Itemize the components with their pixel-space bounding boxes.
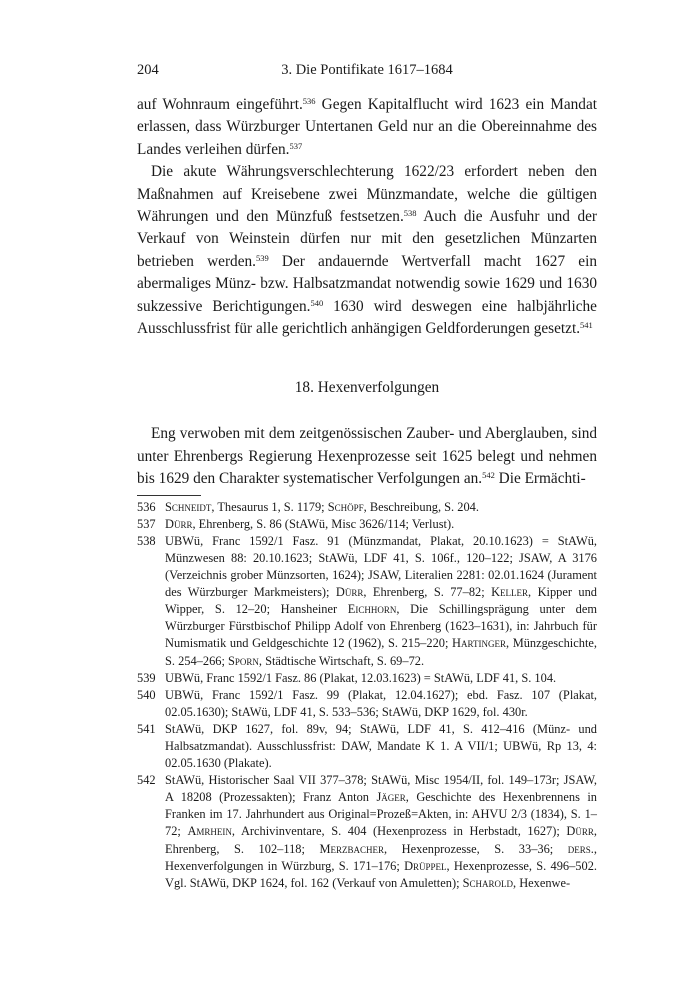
running-head (137, 62, 597, 82)
footnote-ref-539[interactable]: 539 (255, 252, 269, 263)
paragraph-1: auf Wohnraum eingeführt.$^{536}$ Gegen Kapitalflucht wird 1623 ein Mandat erlassen, dass Würzburger Untertanen Geld nur an die Obereinnahme des Landes verleihen dürfen.$^{537}$ (137, 96, 597, 158)
footnote-number: 536 (137, 499, 156, 514)
footnote-542 (137, 772, 597, 892)
footnote-539 (137, 670, 597, 687)
footnote-text: UBWü, Franc 1592/1 Fasz. 86 (Plakat, 12.03.1623) = StAWü, LDF 41, S. 104. (165, 670, 557, 685)
chapter-title: 3. Die Pontifikate 1617–1684 (281, 62, 453, 78)
footnote-538 (137, 533, 597, 670)
footnote-ref-542[interactable]: 542 (482, 470, 495, 481)
book-page (137, 62, 597, 892)
footnote-ref-537[interactable]: 537 (289, 140, 303, 151)
footnote-number: 538 (137, 533, 156, 548)
footnote-number: 537 (137, 516, 156, 531)
section-heading: 18. Hexenverfolgungen (294, 379, 440, 397)
footnote-number: 542 (137, 773, 156, 788)
footnote-text: UBWü, Franc 1592/1 Fasz. 99 (Plakat, 12.04.1627); ebd. Fasz. 107 (Plakat, 02.05.1630); StAWü, LDF 41, S. 533–536; StAWü, DKP 1629, fol. 430r. (165, 687, 597, 719)
page-number: 204 (137, 62, 159, 78)
footnote-ref-540[interactable]: 540 (310, 297, 324, 308)
footnote-separator (137, 495, 201, 496)
paragraph-2: Die akute Währungsverschlechterung 1622/23 erfordert neben den Maßnahmen auf Kreisebene zwei Münzmandate, welche die gültigen Währungen und den Münzfuß festsetzen.$^{538}$ Auch die Ausfuhr und der Verkauf von Weinstein dürfen nur mit den gesetzlichen Münzarten betrieben werden.$^{539}$ Der andauernde Wertverfall macht 1627 ein abermaliges Münz- bzw. Halbsatzmandat notwendig sowie 1629 und 1630 sukzessive Berichtigungen.$^{540}$ 1630 wird deswegen eine halbjährliche Ausschlussfrist für alle gerichtlich anhängigen Geldforderungen gesetzt.$^{541}$ (137, 163, 597, 338)
footnote-541 (137, 721, 597, 772)
footnote-ref-538[interactable]: 538 (403, 208, 417, 219)
footnote-text: Schneidt, Thesaurus 1, S. 1179; Schöpf, Beschreibung, S. 204. (165, 499, 479, 514)
body-text (137, 94, 597, 491)
footnote-ref-541[interactable]: 541 (580, 320, 593, 331)
footnote-537 (137, 516, 597, 533)
footnote-number: 541 (137, 721, 156, 736)
footnote-ref-536[interactable]: 536 (302, 96, 316, 106)
footnote-number: 539 (137, 670, 156, 685)
footnote-text: Dürr, Ehrenberg, S. 86 (StAWü, Misc 3626/114; Verlust). (165, 516, 455, 531)
paragraph-3: Eng verwoben mit dem zeitgenössischen Zauber- und Aberglauben, sind unter Ehrenbergs Regierung Hexenprozesse seit 1625 belegt und nehmen bis 1629 den Charakter systematischer Verfolgungen an.$^{542}$ Die Ermächti- (137, 425, 597, 488)
footnote-number: 540 (137, 687, 156, 702)
footnote-text: StAWü, Historischer Saal VII 377–378; StAWü, Misc 1954/II, fol. 149–173r; JSAW, A 18208 (Prozessakten); Franz Anton Jäger, Geschichte des Hexenbrennens in Franken im 17. Jahrhundert aus Original=Prozeß=Akten, in: AHVU 2/3 (1834), S. 1–72; Amrhein, Archivinventare, S. 404 (Hexenprozess in Herbstadt, 1627); Dürr, Ehrenberg, S. 102–118; Merzbacher, Hexenprozesse, S. 33–36; ders., Hexenverfolgungen in Würzburg, S. 171–176; Drüppel, Hexenprozesse, S. 496–502. Vgl. StAWü, DKP 1624, fol. 162 (Verkauf von Amuletten); Scharold, Hexenwe- (165, 773, 597, 890)
footnote-540 (137, 687, 597, 721)
footnotes (137, 499, 597, 892)
footnote-text: UBWü, Franc 1592/1 Fasz. 91 (Münzmandat, Plakat, 20.10.1623) = StAWü, Münzwesen 88: 20.10.1623; StAWü, LDF 41, S. 106f., 120–122; JSAW, A 3176 (Verzeichnis grober Münzsorten, 1624); JSAW, Literalien 2281: 02.01.1624 (Jurament des Würzburger Markmeisters); Dürr, Ehrenberg, S. 77–82; Keller, Kipper und Wipper, S. 12–20; Hansheiner Eichhorn, Die Schillingsprägung unter dem Würzburger Fürstbischof Philipp Adolf von Ehrenberg (1623–1631), in: Jahrbuch für Numismatik und Geldgeschichte 12 (1962), S. 215–220; Hartinger, Münzgeschichte, S. 254–266; Sporn, Städtische Wirtschaft, S. 69–72. (165, 533, 597, 668)
footnote-536 (137, 499, 597, 516)
footnote-text: StAWü, DKP 1627, fol. 89v, 94; StAWü, LDF 41, S. 412–416 (Münz- und Halbsatzmandat). Ausschlussfrist: DAW, Mandate K 1. A VII/1; UBWü, Rp 13, 4: 02.05.1630 (Plakate). (165, 721, 597, 771)
